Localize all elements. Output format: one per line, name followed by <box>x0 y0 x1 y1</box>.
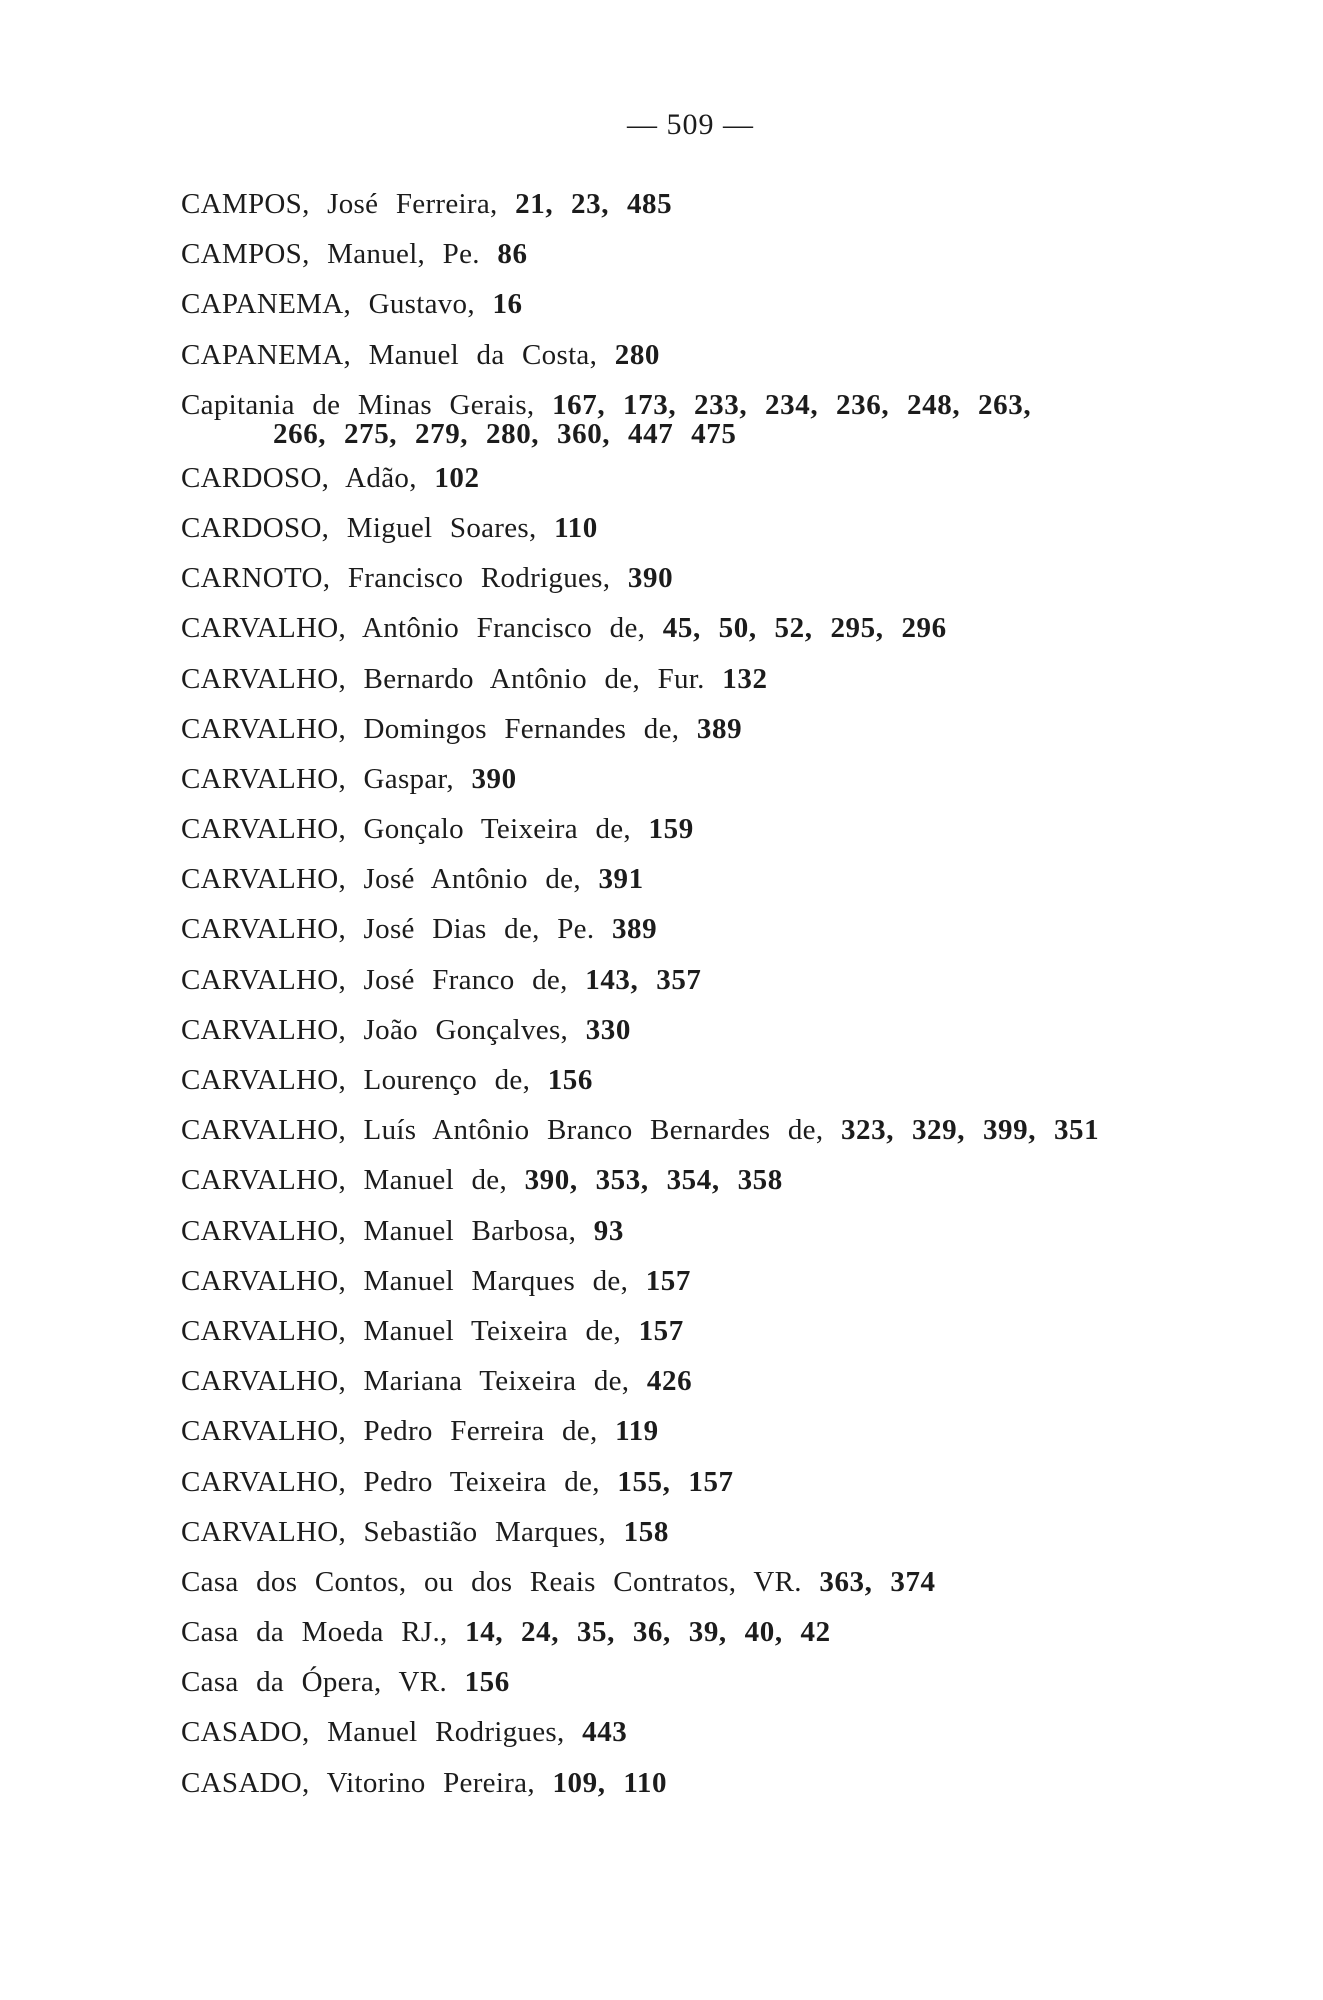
entry-pages: 110 <box>554 511 598 544</box>
entry-pages: 389 <box>611 913 658 946</box>
entry-pages: 330 <box>585 1013 631 1046</box>
index-entry <box>181 761 1201 797</box>
entry-name: CARVALHO, Bernardo Antônio de, Fur. <box>181 662 705 695</box>
index-entry <box>181 1213 1201 1249</box>
index-entry <box>181 186 1201 222</box>
entry-name: CARVALHO, Manuel Marques de, <box>181 1264 629 1297</box>
index-entry <box>181 1363 1201 1399</box>
entry-name: CARVALHO, José Franco de, <box>181 963 568 996</box>
entry-name: Casa da Moeda RJ., <box>181 1616 448 1649</box>
entry-pages: 143, 357 <box>585 963 702 996</box>
entry-name: CAPANEMA, Gustavo, <box>181 288 475 321</box>
index-entry <box>181 1413 1201 1449</box>
entry-name: CARVALHO, João Gonçalves, <box>181 1013 569 1046</box>
entry-pages: 155, 157 <box>617 1465 734 1498</box>
entry-pages: 426 <box>646 1365 693 1398</box>
entry-name: CARVALHO, José Antônio de, <box>181 863 581 896</box>
index-list <box>181 186 1201 1815</box>
entry-pages: 280 <box>614 338 661 371</box>
entry-pages: 159 <box>648 813 694 846</box>
index-entry <box>181 387 1201 452</box>
entry-pages: 156 <box>547 1064 594 1096</box>
index-entry <box>181 1714 1201 1750</box>
index-entry <box>181 861 1201 897</box>
index-entry <box>181 337 1201 373</box>
entry-name: Casa da Ópera, VR. <box>181 1666 447 1699</box>
index-entry <box>181 610 1201 646</box>
entry-pages-continuation: 266, 275, 279, 280, 360, 447 475 <box>273 417 737 450</box>
entry-name: CARNOTO, Francisco Rodrigues, <box>181 562 611 595</box>
entry-name: CARVALHO, Mariana Teixeira de, <box>181 1365 630 1398</box>
entry-name: CARVALHO, Lourenço de, <box>181 1064 531 1096</box>
entry-pages: 390, 353, 354, 358 <box>524 1164 783 1197</box>
entry-name: CARVALHO, José Dias de, Pe. <box>181 913 595 946</box>
index-entry <box>181 1162 1201 1198</box>
entry-name: CASADO, Vitorino Pereira, <box>181 1766 535 1799</box>
entry-pages: 16 <box>492 288 523 321</box>
entry-pages: 390 <box>471 762 517 795</box>
entry-pages: 443 <box>582 1716 628 1749</box>
index-entry <box>181 1012 1201 1048</box>
index-entry <box>181 1514 1201 1550</box>
index-entry <box>181 962 1201 998</box>
index-entry <box>181 460 1201 496</box>
entry-name: Capitania de Minas Gerais, <box>181 388 535 421</box>
entry-pages: 363, 374 <box>819 1565 936 1598</box>
index-entry <box>181 560 1201 596</box>
index-entry <box>181 1062 1201 1098</box>
entry-pages: 93 <box>593 1214 624 1247</box>
index-entry <box>181 661 1201 697</box>
entry-name: CAMPOS, Manuel, Pe. <box>181 238 480 271</box>
entry-pages: 157 <box>645 1264 692 1297</box>
entry-name: CASADO, Manuel Rodrigues, <box>181 1716 565 1749</box>
entry-pages: 157 <box>638 1314 684 1347</box>
entry-pages: 167, 173, 233, 234, 236, 248, 263, <box>552 388 1032 421</box>
index-entry <box>181 1564 1201 1600</box>
entry-pages: 156 <box>464 1666 510 1699</box>
page-number: — 509 — <box>627 108 754 141</box>
entry-pages: 45, 50, 52, 295, 296 <box>662 612 947 645</box>
entry-name: CARVALHO, Gonçalo Teixeira de, <box>181 813 631 846</box>
entry-pages: 119 <box>615 1415 659 1448</box>
entry-name: CARDOSO, Miguel Soares, <box>181 511 537 544</box>
index-entry <box>181 1765 1201 1801</box>
entry-name: CARVALHO, Gaspar, <box>181 762 454 795</box>
index-entry <box>181 510 1201 546</box>
entry-name: CARVALHO, Antônio Francisco de, <box>181 612 646 645</box>
index-entry <box>181 911 1201 947</box>
entry-pages: 102 <box>434 461 480 494</box>
entry-pages: 158 <box>623 1515 669 1548</box>
entry-pages: 21, 23, 485 <box>515 188 673 220</box>
index-entry <box>181 1464 1201 1500</box>
entry-name: CARVALHO, Pedro Ferreira de, <box>181 1415 598 1448</box>
entry-name: Casa dos Contos, ou dos Reais Contratos, VR. <box>181 1565 802 1598</box>
index-entry <box>181 1263 1201 1299</box>
entry-name: CARVALHO, Sebastião Marques, <box>181 1515 607 1548</box>
entry-name: CARVALHO, Manuel Teixeira de, <box>181 1314 622 1347</box>
index-entry <box>181 1614 1201 1650</box>
entry-name: CARVALHO, Manuel de, <box>181 1164 508 1197</box>
entry-pages: 132 <box>722 662 768 695</box>
index-entry <box>181 811 1201 847</box>
entry-name: CAPANEMA, Manuel da Costa, <box>181 338 598 371</box>
index-entry <box>181 711 1201 747</box>
entry-pages: 86 <box>497 238 528 271</box>
entry-pages: 390 <box>627 562 674 595</box>
index-entry <box>181 286 1201 322</box>
entry-pages: 389 <box>696 712 743 745</box>
index-entry <box>181 236 1201 272</box>
entry-name: CAMPOS, José Ferreira, <box>181 188 498 220</box>
entry-pages: 109, 110 <box>552 1766 668 1799</box>
entry-pages: 323, 329, 399, 351 <box>840 1114 1100 1147</box>
entry-name: CARVALHO, Pedro Teixeira de, <box>181 1465 600 1498</box>
index-entry <box>181 1664 1201 1700</box>
index-entry <box>181 1112 1201 1148</box>
entry-name: CARVALHO, Luís Antônio Branco Bernardes de, <box>181 1114 824 1147</box>
index-entry <box>181 1313 1201 1349</box>
entry-name: CARVALHO, Manuel Barbosa, <box>181 1214 577 1247</box>
entry-pages: 391 <box>598 863 644 896</box>
entry-name: CARDOSO, Adão, <box>181 461 417 494</box>
entry-pages: 14, 24, 35, 36, 39, 40, 42 <box>465 1616 831 1649</box>
entry-name: CARVALHO, Domingos Fernandes de, <box>181 712 680 745</box>
